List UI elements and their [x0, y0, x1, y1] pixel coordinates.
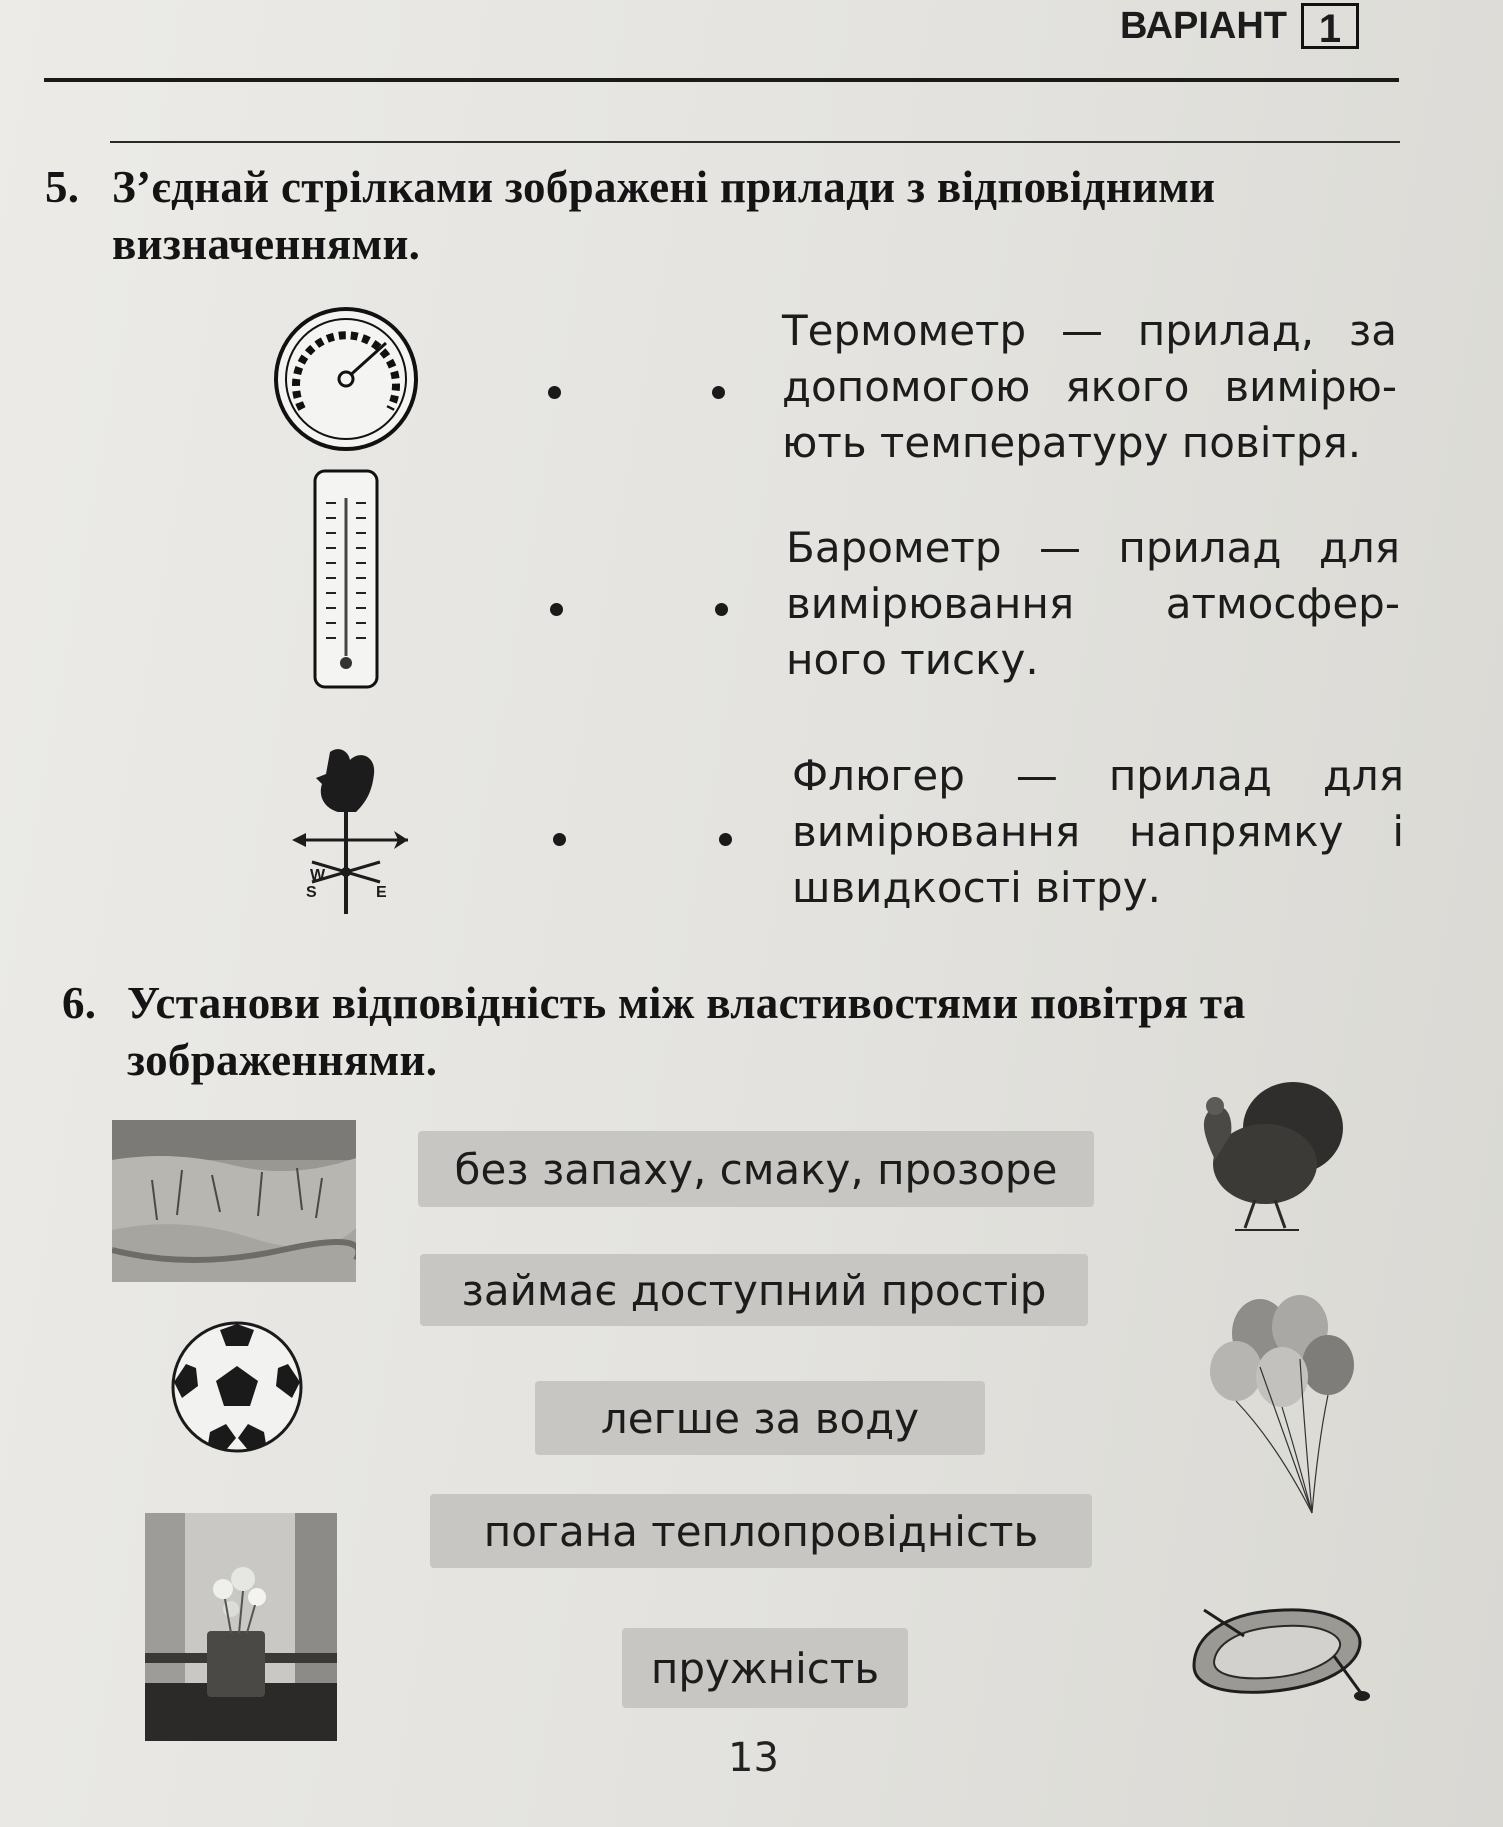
- definition-dot-2[interactable]: [715, 603, 728, 616]
- property-label[interactable]: [418, 1131, 1094, 1207]
- barometer-dial-icon: [272, 305, 420, 453]
- thermometer-icon: [312, 468, 380, 690]
- property-label[interactable]: [420, 1254, 1088, 1326]
- vane-letter-s: S: [306, 884, 317, 901]
- image-dot-2[interactable]: [550, 603, 563, 616]
- definition-line: ють температуру повітря.: [782, 418, 1362, 467]
- header-rule: [44, 78, 1399, 82]
- definition-line: допомогою якого вимірю-: [782, 362, 1397, 411]
- window-flowers-photo: [145, 1513, 337, 1741]
- section-rule: [110, 141, 1400, 143]
- property-text: пружність: [650, 1643, 880, 1693]
- definition-line: вимірювання атмосфер-: [786, 579, 1400, 628]
- task6-line1: Установи відповідність між властивостями повітря та: [127, 978, 1246, 1028]
- property-text: без запаху, смаку, прозоре: [454, 1144, 1058, 1194]
- image-dot-3[interactable]: [553, 833, 566, 846]
- property-text: погана теплопровідність: [483, 1506, 1039, 1556]
- balloons-icon: [1200, 1293, 1362, 1517]
- vane-letter-e: E: [376, 884, 387, 901]
- task5-line2: визначеннями.: [112, 219, 421, 269]
- snow-field-photo: [112, 1120, 356, 1282]
- property-label[interactable]: [430, 1494, 1092, 1568]
- definition-line: швидкості вітру.: [792, 863, 1161, 912]
- definition-thermometer: [782, 303, 1397, 471]
- turkey-photo: [1175, 1078, 1347, 1240]
- soccer-ball-icon: [170, 1320, 304, 1454]
- inflatable-boat-icon: [1184, 1596, 1374, 1708]
- vane-letter-w: W: [310, 867, 326, 884]
- definition-line: Термометр — прилад, за: [782, 306, 1397, 355]
- definition-dot-1[interactable]: [712, 386, 725, 399]
- property-label[interactable]: [535, 1381, 985, 1455]
- variant-label: ВАРІАНТ: [1120, 4, 1287, 47]
- image-dot-1[interactable]: [548, 386, 561, 399]
- task6-number: 6.: [62, 978, 97, 1028]
- variant-number: 1: [1301, 3, 1359, 49]
- definition-line: Барометр — прилад для: [786, 523, 1400, 572]
- variant-header: [1120, 0, 1392, 52]
- task5-title: [45, 160, 1415, 280]
- task5-line1: З’єднай стрілками зображені прилади з відповідними: [112, 162, 1216, 212]
- property-text: легше за воду: [600, 1393, 920, 1443]
- task6-line2: зображеннями.: [127, 1035, 438, 1085]
- task5-number: 5.: [45, 162, 80, 212]
- definition-line: ного тиску.: [786, 635, 1039, 684]
- definition-barometer: [786, 520, 1400, 688]
- definition-line: вимірювання напрямку і: [792, 807, 1404, 856]
- page-number: 13: [728, 1735, 779, 1781]
- weather-vane-rooster-icon: [290, 742, 415, 917]
- definition-dot-3[interactable]: [719, 833, 732, 846]
- property-label[interactable]: [622, 1628, 908, 1708]
- definition-vane: [792, 748, 1404, 916]
- property-text: займає доступний простір: [461, 1265, 1047, 1315]
- definition-line: Флюгер — прилад для: [792, 751, 1404, 800]
